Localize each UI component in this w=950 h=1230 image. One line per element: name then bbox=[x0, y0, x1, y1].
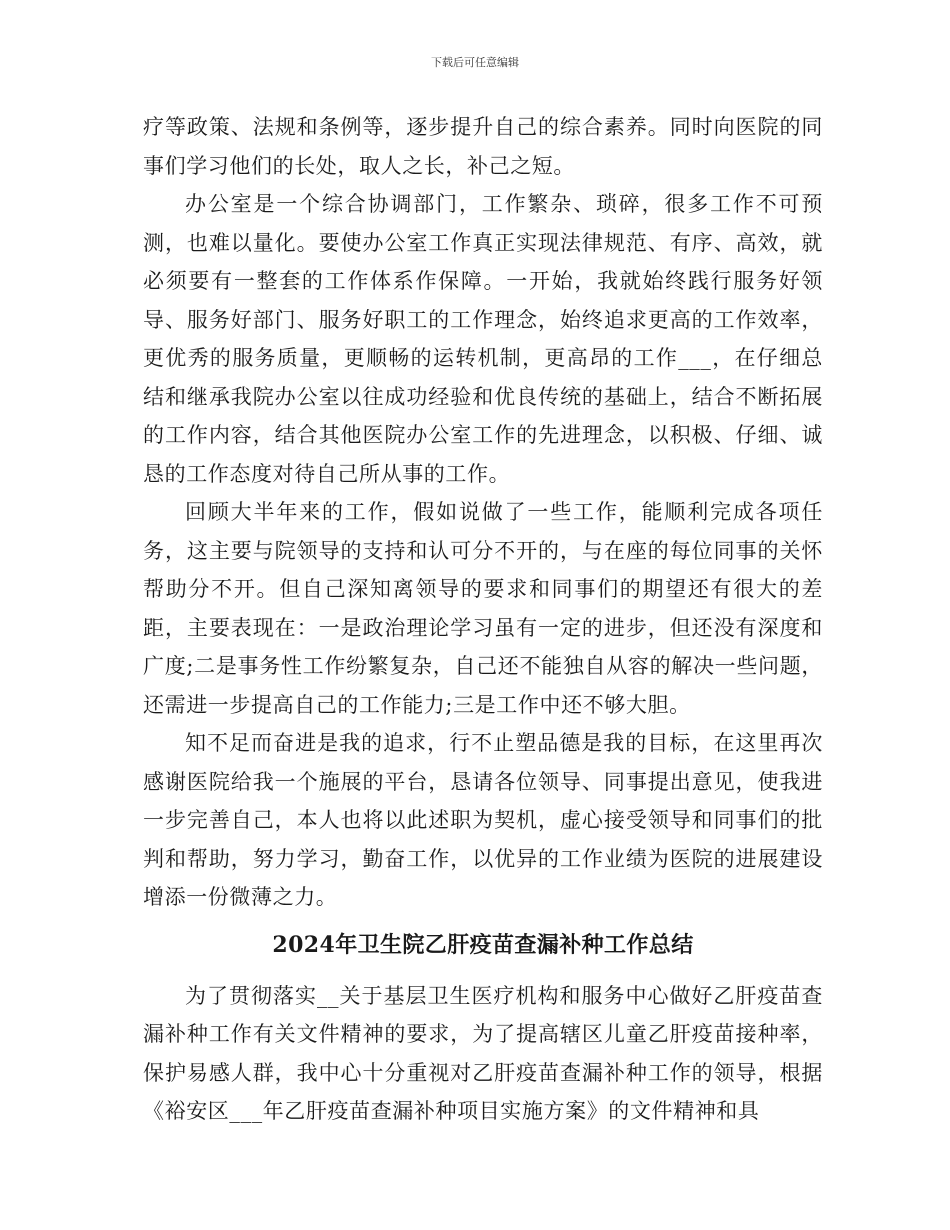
paragraph: 回顾大半年来的工作，假如说做了一些工作，能顺利完成各项任务，这主要与院领导的支持和认可分不开的，与在座的每位同事的关怀帮助分不开。但自己深知离领导的要求和同事们的期望还有很大的差距，主要表现在：一是政治理论学习虽有一定的进步，但还没有深度和广度;二是事务性工作纷繁复杂，自己还不能独自从容的解决一些问题，还需进一步提高自己的工作能力;三是工作中还不够大胆。 bbox=[143, 500, 823, 717]
section-title: 2024年卫生院乙肝疫苗查漏补种工作总结 bbox=[272, 931, 694, 958]
paragraph: 知不足而奋进是我的追求，行不止塑品德是我的目标，在这里再次感谢医院给我一个施展的平台，恳请各位领导、同事提出意见，使我进一步完善自己，本人也将以此述职为契机，虚心接受领导和同事们的批判和帮助，努力学习，勤奋工作，以优异的工作业绩为医院的进展建设增添一份微薄之力。 bbox=[143, 731, 823, 909]
paragraph: 疗等政策、法规和条例等，逐步提升自己的综合素养。同时向医院的同事们学习他们的长处，取人之长，补己之短。 bbox=[143, 115, 823, 178]
paragraph: 办公室是一个综合协调部门，工作繁杂、琐碎，很多工作不可预测，也难以量化。要使办公室工作真正实现法律规范、有序、高效，就必须要有一整套的工作体系作保障。一开始，我就始终践行服务好领导、服务好部门、服务好职工的工作理念，始终追求更高的工作效率，更优秀的服务质量，更顺畅的运转机制，更高昂的工作___，在仔细总结和继承我院办公室以往成功经验和优良传统的基础上，结合不断拓展的工作内容，结合其他医院办公室工作的先进理念，以积极、仔细、诚恳的工作态度对待自己所从事的工作。 bbox=[143, 192, 823, 486]
paragraph: 为了贯彻落实__关于基层卫生医疗机构和服务中心做好乙肝疫苗查漏补种工作有关文件精神的要求，为了提高辖区儿童乙肝疫苗接种率，保护易感人群，我中心十分重视对乙肝疫苗查漏补种工作的领导，根据《裕安区___年乙肝疫苗查漏补种项目实施方案》的文件精神和具 bbox=[143, 983, 823, 1123]
document-body bbox=[143, 108, 823, 1131]
header-note: 下载后可任意编辑 bbox=[431, 56, 519, 69]
